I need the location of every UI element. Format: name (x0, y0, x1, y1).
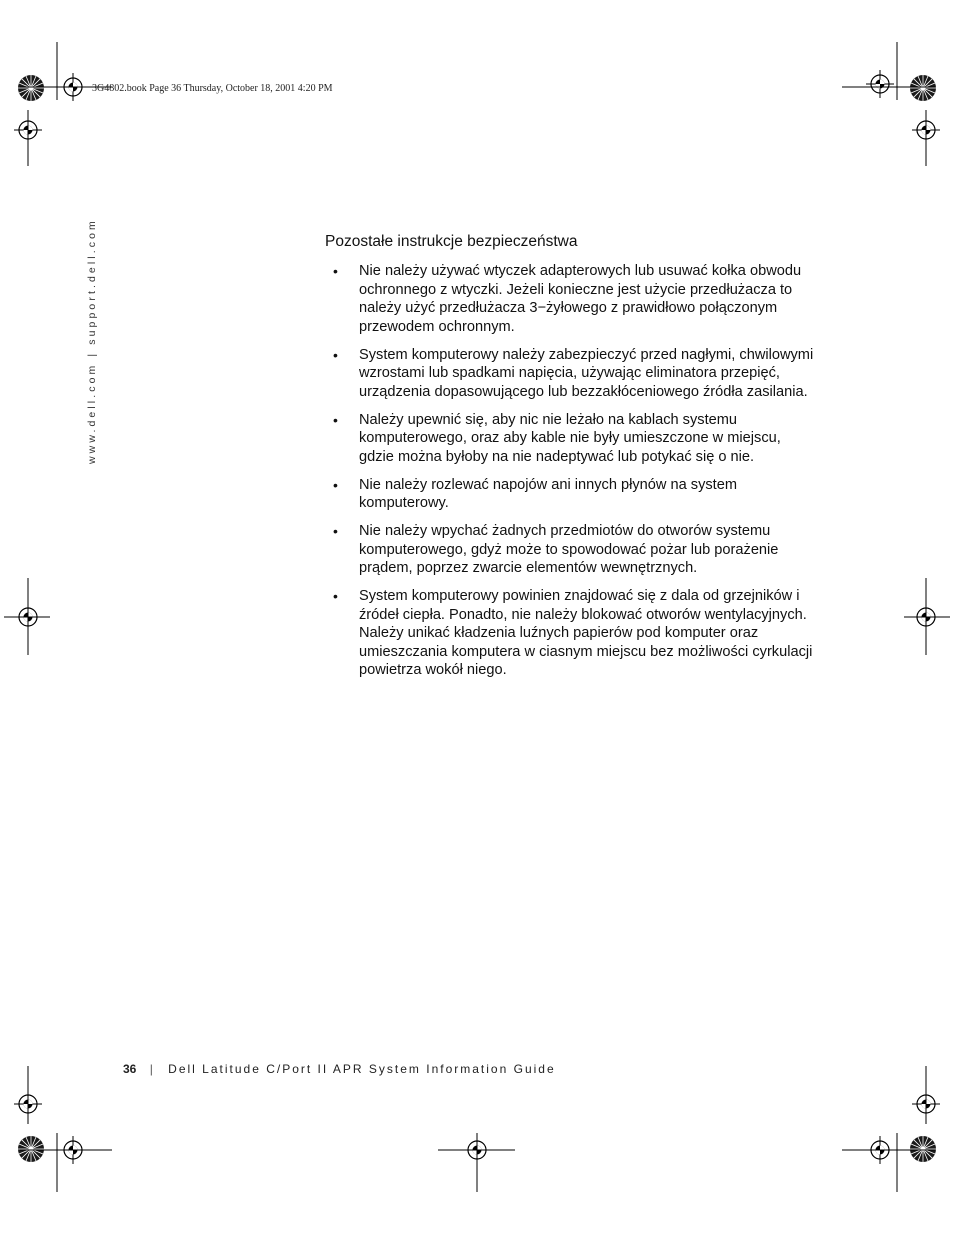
list-item-text: Należy upewnić się, aby nic nie leżało na kablach systemu komputerowego, oraz aby kable nie były umieszczone w miejscu, gdzie można byłoby na nie nadeptywać lub potykać się o nie. (359, 411, 781, 465)
bullet-icon: • (333, 523, 338, 539)
bullet-icon: • (333, 263, 338, 279)
crop-mark-bottom-center (438, 1133, 515, 1192)
list-item-text: System komputerowy powinien znajdować się z dala od grzejników i źródeł ciepła. Ponadto, nie należy blokować otworów wentylacyjnych. Należy unikać kładzenia luźnych papierów pod komputer oraz umieszczania komputera w ciasnym miejscu bez możliwości cyrkulacji powietrza wokół niego. (359, 588, 813, 678)
crop-mark-middle-right (904, 578, 950, 655)
list-item (325, 522, 815, 578)
list-item (325, 587, 815, 680)
crop-mark-top-right (842, 42, 940, 166)
page-footer (123, 1062, 556, 1076)
crop-mark-bottom-right (842, 1066, 940, 1192)
list-item-text: Nie należy rozlewać napojów ani innych płynów na system komputerowy. (359, 476, 738, 511)
section-title: Pozostałe instrukcje bezpieczeństwa (325, 233, 578, 250)
footer-separator: | (149, 1062, 153, 1076)
footer-guide-title: Dell Latitude C/Port II APR System Information Guide (168, 1062, 556, 1076)
crop-mark-middle-left (4, 578, 50, 655)
list-item (325, 476, 815, 513)
crop-mark-top-left (14, 42, 112, 166)
list-item (325, 262, 815, 336)
list-item (325, 411, 815, 467)
list-item (325, 346, 815, 402)
list-item-text: Nie należy wpychać żadnych przedmiotów do otworów systemu komputerowego, gdyż może to spowodować pożar lub porażenie prądem, poprzez zwarcie elementów wewnętrznych. (359, 523, 779, 576)
bullet-icon: • (333, 476, 338, 493)
side-url-text: www.dell.com | support.dell.com (86, 218, 98, 464)
page-number: 36 (123, 1062, 137, 1076)
crop-mark-bottom-left (14, 1066, 112, 1192)
list-item-text: Nie należy używać wtyczek adapterowych lub usuwać kołka obwodu ochronnego z wtyczki. Jeżeli konieczne jest użycie przedłużacza to należy użyć przedłużacza 3−żyłowego z prawidłowo połączonym przewodem ochronnym. (359, 263, 802, 335)
bullet-icon: • (333, 346, 338, 363)
print-header-info: 3G4802.book Page 36 Thursday, October 18, 2001 4:20 PM (92, 83, 333, 94)
bullet-icon: • (333, 588, 338, 604)
bullet-icon: • (333, 411, 338, 428)
list-item-text: System komputerowy należy zabezpieczyć przed nagłymi, chwilowymi wzrostami lub spadkami napięcia, używając eliminatora przepięć, urządzenia dopasowującego lub bezzakłóceniowego źródła zasilania. (359, 346, 814, 400)
safety-instructions-list (325, 262, 815, 689)
